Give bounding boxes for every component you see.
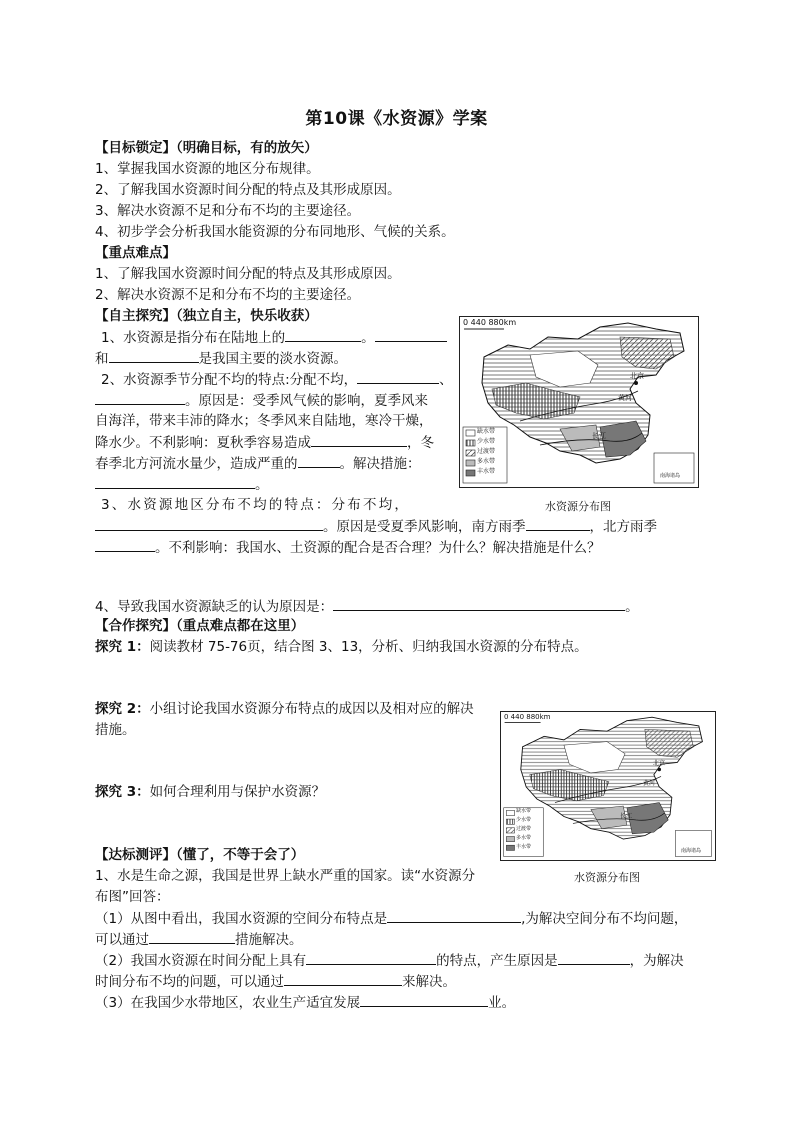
p2-text-c: ，为解决 (629, 953, 684, 969)
map-legend-item: 少水带 (477, 438, 496, 445)
answer-blank[interactable] (285, 327, 361, 342)
answer-blank[interactable] (95, 516, 323, 531)
china-water-map-illustration (501, 712, 715, 860)
section-coop-subtitle: （重点难点都在这里） (176, 618, 305, 634)
explore-3-text: 如何合理利用与保护水资源？ (149, 784, 326, 800)
explore-3-label: 探究 3： (95, 784, 150, 800)
china-water-map-illustration (460, 317, 698, 487)
p2-text-d: 时间分布不均的问题，可以通过 (95, 974, 284, 990)
test-part2-line1 (95, 950, 684, 971)
p2-text-b: 的特点，产生原因是 (436, 953, 558, 969)
answer-blank[interactable] (149, 929, 235, 944)
test-part1-line2 (95, 929, 303, 950)
p1-text-a: （1）从图中看出，我国水资源的空间分布特点是 (95, 911, 388, 927)
explore-1-label: 探究 1： (95, 639, 150, 655)
p2-text-a: （2）我国水资源在时间分配上具有 (95, 953, 307, 969)
answer-blank[interactable] (526, 516, 590, 531)
map-scale: 0 440 880km (463, 318, 517, 327)
map-legend-item: 多水带 (516, 835, 532, 841)
explore-2-label: 探究 2： (95, 701, 150, 717)
goal-item: 2、了解我国水资源时间分配的特点及其形成原因。 (95, 182, 401, 198)
q2-text-i: 。 (255, 477, 269, 493)
keypoint-item: 1、了解我国水资源时间分配的特点及其形成原因。 (95, 266, 401, 282)
map-city-label: 北京 (653, 760, 666, 767)
q2-text-f: ，冬 (407, 435, 434, 451)
question-2-line1 (101, 369, 453, 390)
question-1-line1 (101, 327, 447, 348)
explore-2-text-cont: 措施。 (95, 722, 136, 738)
section-test-heading (95, 845, 304, 865)
map-legend-item: 缺水带 (516, 808, 532, 814)
answer-blank[interactable] (95, 537, 155, 552)
section-coop-heading (95, 616, 304, 636)
answer-blank[interactable] (298, 453, 340, 468)
goal-item: 4、初步学会分析我国水能资源的分布同地形、气候的关系。 (95, 224, 455, 240)
map-city-label: 北京 (630, 372, 644, 380)
q2-text-h: 。解决措施： (339, 456, 421, 472)
q2-text-b: 、 (439, 372, 453, 388)
answer-blank[interactable] (333, 596, 625, 611)
test-part3 (95, 992, 515, 1013)
answer-blank[interactable] (558, 950, 630, 965)
map-legend-item: 多水带 (477, 458, 496, 465)
section-goals-title: 【目标锁定】 (95, 140, 176, 156)
q1-text-a: 1、水资源是指分布在陆地上的 (101, 330, 286, 346)
answer-blank[interactable] (375, 327, 447, 342)
q4-text-b: 。 (625, 599, 639, 615)
test-intro-line2: 布图”回答： (95, 889, 170, 905)
p2-text-e: 来解决。 (402, 974, 456, 990)
test-part1-line1 (95, 908, 687, 929)
q2-text-e: 降水少。不利影响：夏秋季容易造成 (95, 435, 311, 451)
map-legend-item: 丰水带 (477, 468, 496, 475)
section-goals-heading (95, 138, 318, 158)
question-4 (95, 596, 639, 617)
q1-text-b: 。 (361, 330, 375, 346)
q1-text-d: 是我国主要的淡水资源。 (198, 351, 347, 367)
question-1-line2 (95, 348, 347, 369)
q2-text-a: 2、水资源季节分配不均的特点:分配不均， (101, 372, 358, 388)
section-selfstudy-subtitle: （独立自主，快乐收获） (176, 308, 318, 324)
map-inset-label: 南海诸岛 (660, 473, 681, 479)
q3-text-c: ，北方雨季 (589, 519, 657, 535)
q3-text-b: 。原因是受夏季风影响，南方雨季 (323, 519, 526, 535)
water-resource-map (500, 711, 716, 861)
explore-1-text: 阅读教材 75-76页，结合图 3、13，分析、归纳我国水资源的分布特点。 (149, 639, 588, 655)
map-river-label: 长江 (592, 432, 606, 440)
map-legend-item: 丰水带 (516, 844, 532, 850)
question-3-line1: 3、水资源地区分布不均的特点：分布不均， (101, 497, 411, 513)
map-inset-label: 南海诸岛 (681, 848, 702, 854)
p1-text-d: 措施解决。 (235, 932, 303, 948)
section-selfstudy-heading (95, 306, 318, 326)
goal-item: 3、解决水资源不足和分布不均的主要途径。 (95, 203, 361, 219)
section-selfstudy-title: 【自主探究】 (95, 308, 176, 324)
goal-item: 1、掌握我国水资源的地区分布规律。 (95, 161, 320, 177)
question-2-line2 (95, 390, 428, 411)
map-river-label: 黄河 (618, 394, 632, 402)
p1-text-b: ,为解决空间分布不均问题， (521, 911, 688, 927)
map-legend-item: 过渡带 (477, 448, 496, 455)
map-caption: 水资源分布图 (545, 500, 611, 513)
test-part2-line2 (95, 971, 456, 992)
answer-blank[interactable] (109, 348, 199, 363)
section-keypoints-title: 【重点难点】 (95, 245, 176, 261)
question-3-line2 (95, 516, 657, 537)
question-2-line6 (95, 474, 269, 495)
p3-text-b: 业。 (488, 995, 516, 1011)
answer-blank[interactable] (95, 390, 185, 405)
q2-text-g: 春季北方河流水量少，造成严重的 (95, 456, 298, 472)
question-2-line4 (95, 432, 434, 453)
answer-blank[interactable] (306, 950, 436, 965)
q1-text-c: 和 (95, 351, 109, 367)
question-3-line3 (95, 537, 601, 558)
section-coop-title: 【合作探究】 (95, 618, 176, 634)
explore-3 (95, 782, 325, 802)
map-river-label: 黄河 (643, 780, 656, 787)
page-title: 第10课《水资源》学案 (305, 109, 488, 129)
answer-blank[interactable] (311, 432, 407, 447)
answer-blank[interactable] (357, 369, 439, 384)
explore-2-text: 小组讨论我国水资源分布特点的成因以及相对应的解决 (149, 701, 474, 717)
answer-blank[interactable] (95, 474, 255, 489)
answer-blank[interactable] (284, 971, 402, 986)
keypoint-item: 2、解决水资源不足和分布不均的主要途径。 (95, 287, 361, 303)
p1-text-c: 可以通过 (95, 932, 149, 948)
map-legend-item: 过渡带 (516, 826, 532, 832)
answer-blank[interactable] (360, 992, 488, 1007)
section-goals-subtitle: （明确目标，有的放矢） (176, 140, 318, 156)
q2-text-c: 。原因是：受季风气候的影响，夏季风来 (185, 393, 428, 409)
section-test-title: 【达标测评】 (95, 847, 176, 863)
explore-1 (95, 637, 588, 657)
q4-text-a: 4、导致我国水资源缺乏的认为原因是： (95, 599, 334, 615)
question-2-line3: 自海洋，带来丰沛的降水；冬季风来自陆地，寒冷干燥， (95, 413, 433, 429)
question-2-line5 (95, 453, 421, 474)
map-river-label: 长江 (620, 813, 633, 820)
map-legend-item: 少水带 (516, 817, 532, 823)
answer-blank[interactable] (387, 908, 521, 923)
section-test-subtitle: （懂了，不等于会了） (176, 847, 305, 863)
explore-2 (95, 699, 474, 719)
map-scale: 0 440 880km (504, 713, 551, 721)
p3-text-a: （3）在我国少水带地区，农业生产适宜发展 (95, 995, 361, 1011)
map-legend-item: 缺水带 (477, 428, 496, 435)
q3-text-d: 。不利影响：我国水、土资源的配合是否合理？为什么？解决措施是什么？ (155, 540, 601, 556)
test-intro-line1: 1、水是生命之源，我国是世界上缺水严重的国家。读“水资源分 (95, 868, 476, 884)
map-caption: 水资源分布图 (574, 871, 640, 884)
water-resource-map (459, 316, 699, 488)
